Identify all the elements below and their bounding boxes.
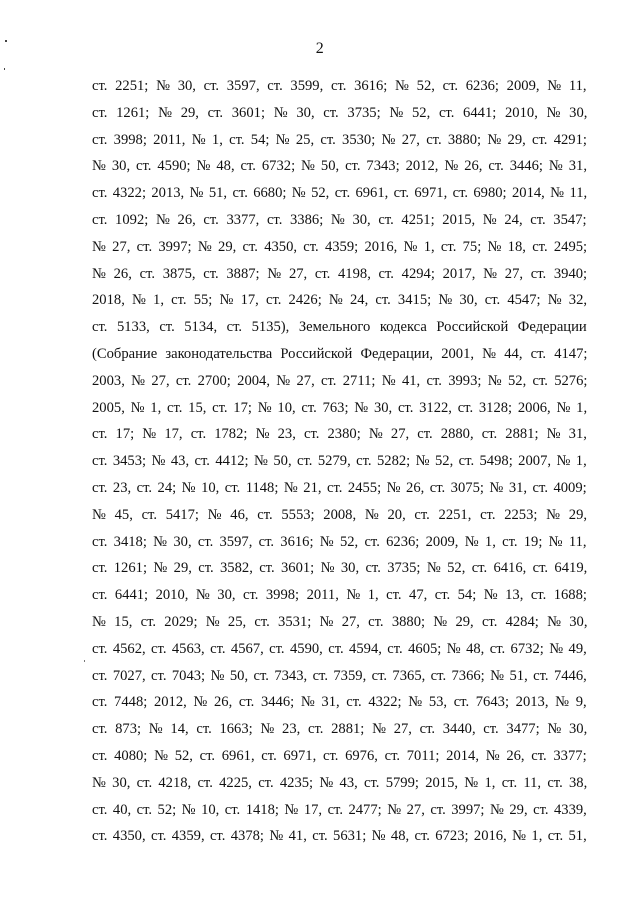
text-line: ст. 4562, ст. 4563, ст. 4567, ст. 4590, ст. 4594, ст. 4605; № 48, ст. 6732; № 49, (92, 640, 587, 657)
text-line: ст. 4080; № 52, ст. 6961, ст. 6971, ст. 6976, ст. 7011; 2014, № 26, ст. 3377; (92, 747, 587, 764)
scan-artifact (84, 660, 85, 662)
body-text (92, 73, 587, 850)
text-line: ст. 7448; 2012, № 26, ст. 3446; № 31, ст. 4322; № 53, ст. 7643; 2013, № 9, (92, 694, 587, 711)
text-line: 2003, № 27, ст. 2700; 2004, № 27, ст. 2711; № 41, ст. 3993; № 52, ст. 5276; (92, 372, 588, 389)
text-line: ст. 4350, ст. 4359, ст. 4378; № 41, ст. 5631; № 48, ст. 6723; 2016, № 1, ст. 51, (92, 828, 587, 845)
text-line: ст. 3418; № 30, ст. 3597, ст. 3616; № 52, ст. 6236; 2009, № 1, ст. 19; № 11, (92, 533, 587, 550)
text-line: № 27, ст. 3997; № 29, ст. 4350, ст. 4359; 2016, № 1, ст. 75; № 18, ст. 2495; (92, 238, 588, 255)
text-line: ст. 873; № 14, ст. 1663; № 23, ст. 2881; № 27, ст. 3440, ст. 3477; № 30, (92, 721, 588, 738)
text-line: № 30, ст. 4590; № 48, ст. 6732; № 50, ст. 7343; 2012, № 26, ст. 3446; № 31, (92, 158, 587, 175)
text-line: № 26, ст. 3875, ст. 3887; № 27, ст. 4198, ст. 4294; 2017, № 27, ст. 3940; (92, 265, 588, 282)
text-line: ст. 3998; 2011, № 1, ст. 54; № 25, ст. 3530; № 27, ст. 3880; № 29, ст. 4291; (92, 131, 587, 148)
text-line: ст. 17; № 17, ст. 1782; № 23, ст. 2380; № 27, ст. 2880, ст. 2881; № 31, (92, 426, 587, 443)
text-line: ст. 6441; 2010, № 30, ст. 3998; 2011, № 1, ст. 47, ст. 54; № 13, ст. 1688; (92, 587, 587, 604)
text-line: ст. 1261; № 29, ст. 3582, ст. 3601; № 30, ст. 3735; № 52, ст. 6416, ст. 6419, (92, 560, 588, 577)
text-line: 2005, № 1, ст. 15, ст. 17; № 10, ст. 763; № 30, ст. 3122, ст. 3128; 2006, № 1, (92, 399, 588, 416)
text-line: № 30, ст. 4218, ст. 4225, ст. 4235; № 43, ст. 5799; 2015, № 1, ст. 11, ст. 38, (92, 774, 588, 791)
text-line: ст. 4322; 2013, № 51, ст. 6680; № 52, ст. 6961, ст. 6971, ст. 6980; 2014, № 11, (92, 185, 588, 202)
page-number: 2 (315, 40, 325, 57)
text-line: (Собрание законодательства Российской Федерации, 2001, № 44, ст. 4147; (92, 345, 588, 362)
text-line: ст. 1092; № 26, ст. 3377, ст. 3386; № 30, ст. 4251; 2015, № 24, ст. 3547; (92, 211, 587, 228)
text-line: 2018, № 1, ст. 55; № 17, ст. 2426; № 24, ст. 3415; № 30, ст. 4547; № 32, (92, 292, 588, 309)
text-line: ст. 2251; № 30, ст. 3597, ст. 3599, ст. 3616; № 52, ст. 6236; 2009, № 11, (92, 78, 587, 94)
text-line: № 15, ст. 2029; № 25, ст. 3531; № 27, ст. 3880; № 29, ст. 4284; № 30, (92, 613, 588, 630)
text-line: ст. 5133, ст. 5134, ст. 5135), Земельного кодекса Российской Федерации (92, 319, 587, 336)
text-line: ст. 40, ст. 52; № 10, ст. 1418; № 17, ст. 2477; № 27, ст. 3997; № 29, ст. 4339, (92, 801, 587, 818)
text-line: ст. 1261; № 29, ст. 3601; № 30, ст. 3735; № 52, ст. 6441; 2010, № 30, (92, 104, 588, 121)
text-line: ст. 3453; № 43, ст. 4412; № 50, ст. 5279, ст. 5282; № 52, ст. 5498; 2007, № 1, (92, 453, 587, 470)
scan-artifact (4, 68, 5, 70)
text-line: № 45, ст. 5417; № 46, ст. 5553; 2008, № 20, ст. 2251, ст. 2253; № 29, (92, 506, 588, 523)
text-line: ст. 23, ст. 24; № 10, ст. 1148; № 21, ст. 2455; № 26, ст. 3075; № 31, ст. 4009; (92, 479, 587, 496)
text-line: ст. 7027, ст. 7043; № 50, ст. 7343, ст. 7359, ст. 7365, ст. 7366; № 51, ст. 7446, (92, 667, 587, 684)
